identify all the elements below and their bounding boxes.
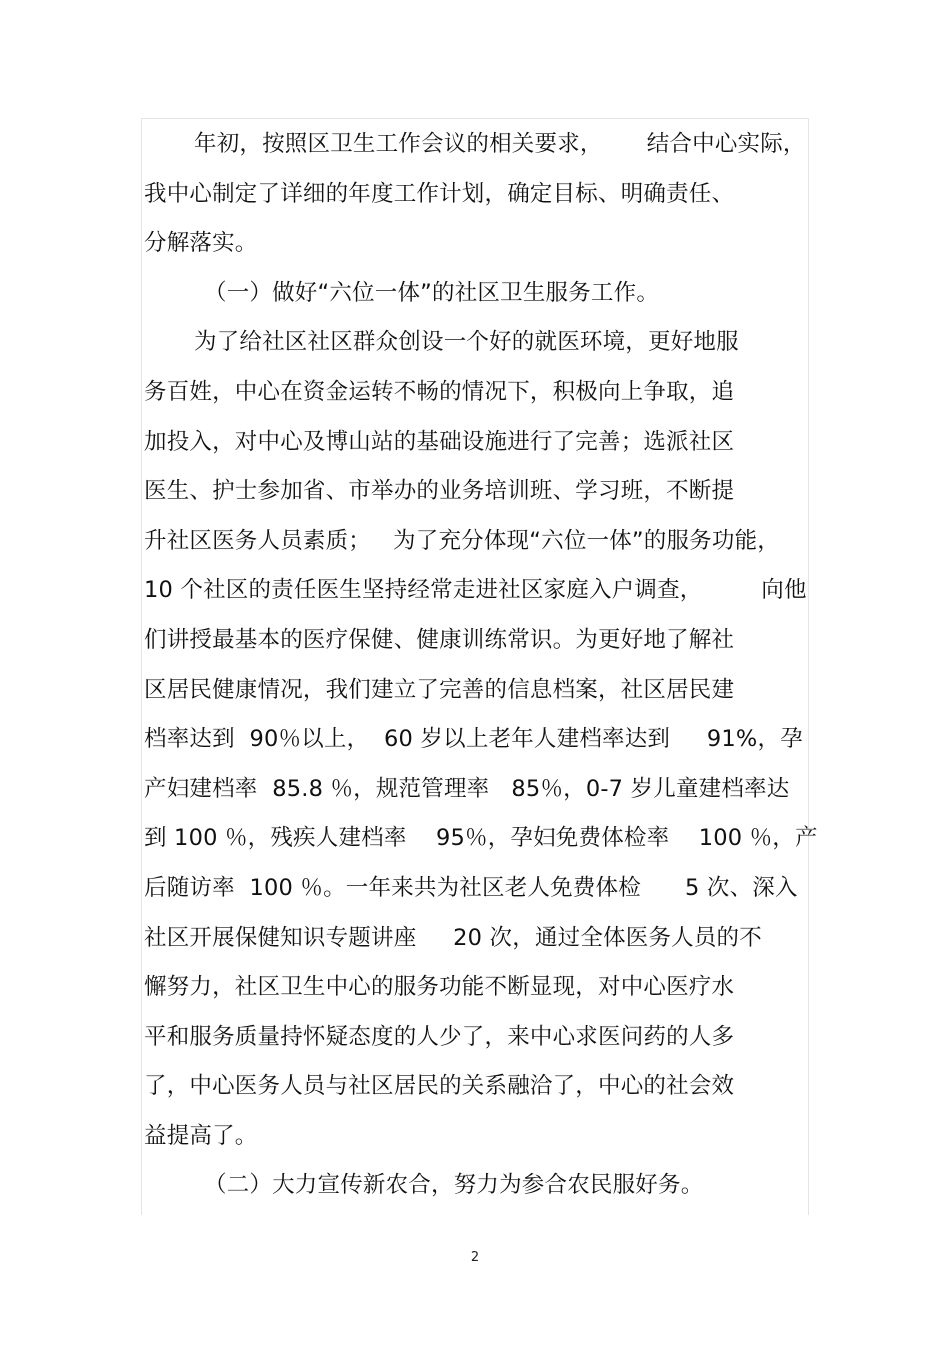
- paragraph-line: 益提高了。: [144, 1122, 258, 1149]
- paragraph-line: 平和服务质量持怀疑态度的人少了，来中心求医问药的人多: [144, 1023, 735, 1050]
- paragraph-line: 了，中心医务人员与社区居民的关系融洽了，中心的社会效: [144, 1073, 735, 1100]
- paragraph-line: 到 100 ％，残疾人建档率 95％，孕妇免费体检率 100 ％，产: [144, 825, 818, 852]
- paragraph-line: 加投入，对中心及博山站的基础设施进行了完善；选派社区: [144, 428, 735, 455]
- section-heading: （一）做好“六位一体”的社区卫生服务工作。: [204, 279, 660, 306]
- paragraph-line: 区居民健康情况，我们建立了完善的信息档案，社区居民建: [144, 676, 735, 703]
- paragraph-line: 懈努力，社区卫生中心的服务功能不断显现，对中心医疗水: [144, 974, 735, 1001]
- paragraph-line: 年初，按照区卫生工作会议的相关要求， 结合中心实际，: [194, 131, 806, 157]
- paragraph-line: 升社区医务人员素质； 为了充分体现“六位一体”的服务功能，: [144, 527, 780, 554]
- paragraph-line: 分解落实。: [144, 230, 258, 257]
- page-number: 2: [470, 1250, 480, 1265]
- paragraph-line: 为了给社区社区群众创设一个好的就医环境，更好地服: [194, 329, 739, 356]
- paragraph-line: 们讲授最基本的医疗保健、健康训练常识。为更好地了解社: [144, 626, 735, 653]
- paragraph-line: 后随访率 100 ％。一年来共为社区老人免费体检 5 次、深入: [144, 874, 798, 901]
- paragraph-line: 社区开展保健知识专题讲座 20 次，通过全体医务人员的不: [144, 924, 762, 951]
- section-heading: （二）大力宣传新农合，努力为参合农民服好务。: [204, 1172, 704, 1199]
- paragraph-line: 务百姓，中心在资金运转不畅的情况下，积极向上争取，追: [144, 378, 735, 405]
- paragraph-line: 10 个社区的责任医生坚持经常走进社区家庭入户调查， 向他: [144, 577, 807, 604]
- paragraph-line: 产妇建档率 85.8 ％，规范管理率 85％，0-7 岁儿童建档率达: [144, 775, 790, 802]
- paragraph-line: 档率达到 90％以上， 60 岁以上老年人建档率达到 91%，孕: [144, 726, 803, 753]
- paragraph-line: 医生、护士参加省、市举办的业务培训班、学习班，不断提: [144, 478, 735, 505]
- paragraph-line: 我中心制定了详细的年度工作计划，确定目标、明确责任、: [144, 180, 735, 207]
- document-body: [144, 120, 818, 1211]
